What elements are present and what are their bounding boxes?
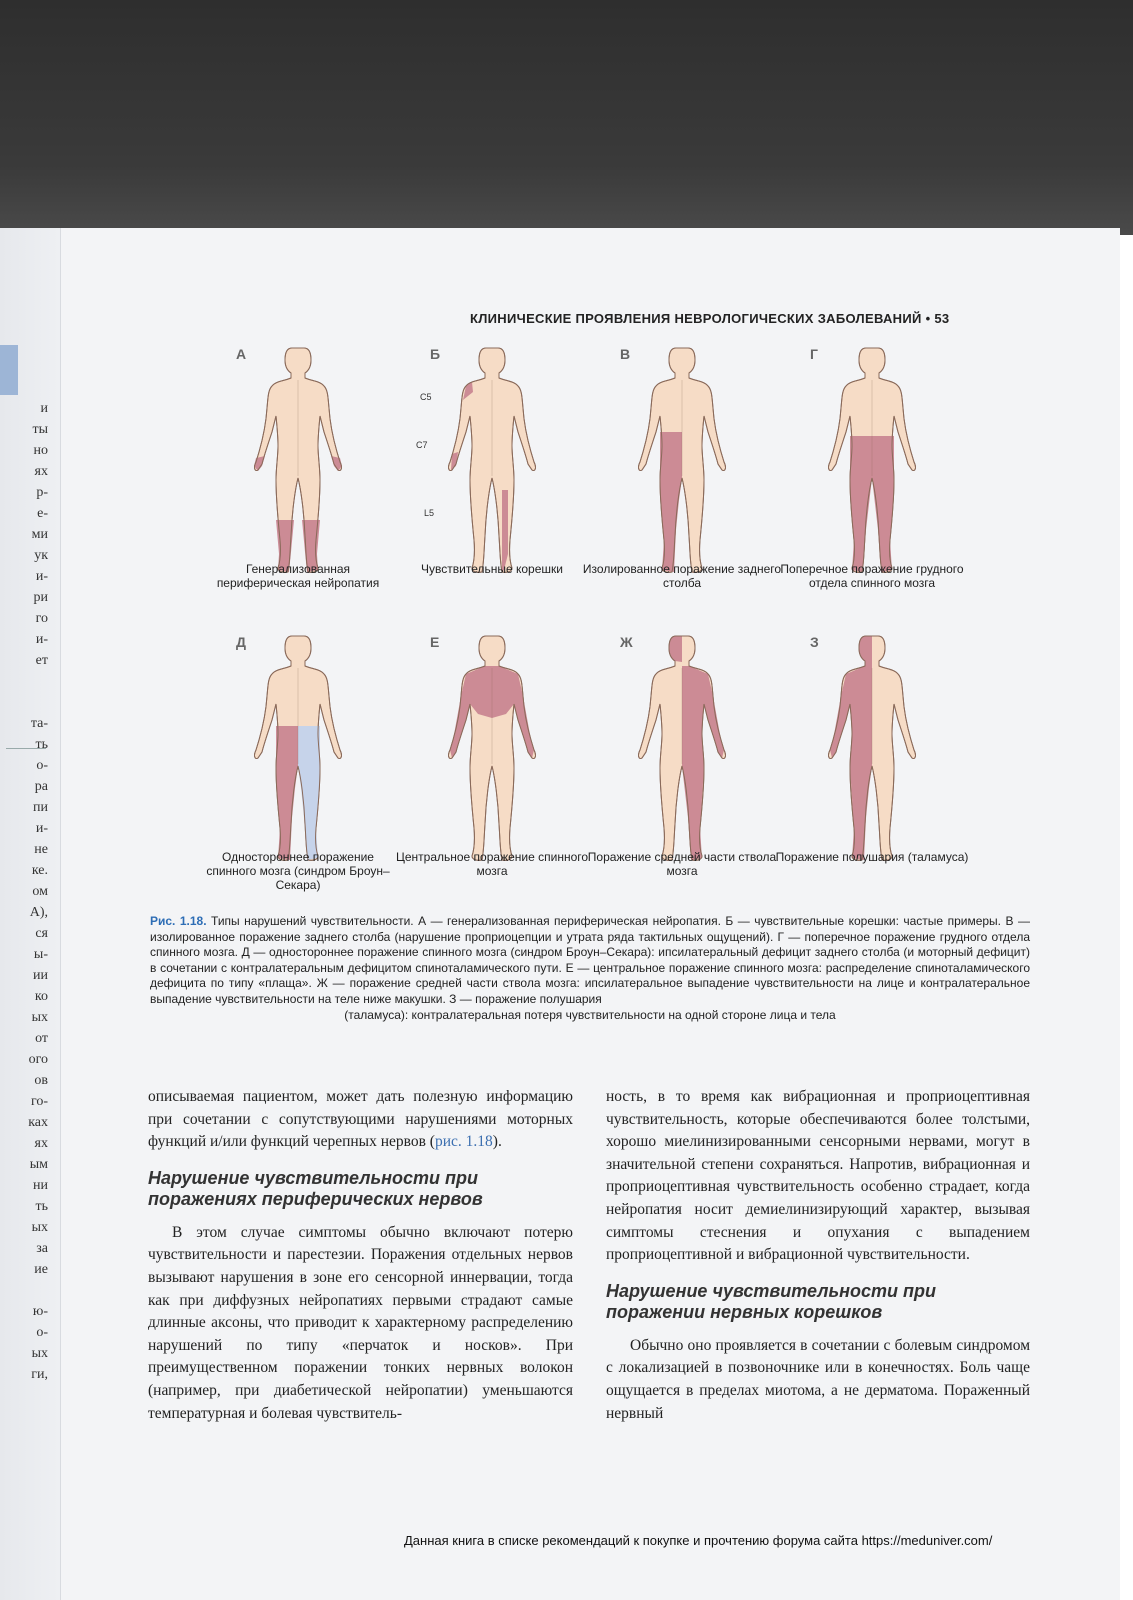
figure-letter-4: Г [810,346,818,362]
left-section-heading: Нарушение чувствительности при поражениях периферических нервов [148,1167,483,1209]
sensory-deficit-region [276,726,298,860]
right-paragraph-2: Обычно оно проявляется в сочетании с болевым синдромом с локализацией в позвоночнике или в конечностях. Боль чаще ощущается в пределах миотома, а не дерматома. Пораженный нервный [606,1336,1030,1422]
figure-letter-3: В [620,346,631,362]
running-head: КЛИНИЧЕСКИЕ ПРОЯВЛЕНИЯ НЕВРОЛОГИЧЕСКИХ ЗАБОЛЕВАНИЙ • 53 [470,311,950,326]
previous-page-tab [0,345,18,395]
figure-label-1: Генерализованная периферическая нейропатия [216,562,380,590]
body-figure-7 [622,628,742,868]
dermatome-label: C5 [420,392,432,402]
figure-letter-8: З [810,634,819,650]
figure-label-8: Поражение полушария (таламуса) [775,850,969,864]
sensory-deficit-region [682,666,724,860]
body-figure-4 [812,340,932,580]
caption-tail: (таламуса): контралатеральная потеря чувствительности на одной стороне лица и тела [344,1007,836,1022]
dermatome-label: C7 [416,440,428,450]
figure-caption [150,914,1030,1023]
body-figure-3 [622,340,742,580]
figure-letter-2: Б [430,346,441,362]
figure-label-7: Поражение средней части ствола мозга [587,850,777,878]
figure-reference-link[interactable]: рис. 1.18 [434,1133,493,1151]
caption-body: Типы нарушений чувствительности. А — генерализованная периферическая нейропатия. Б — чувствительные корешки: частые примеры. В — изолированное поражение заднего столба (нарушение проприоцепции и утрата ряда тактильных ощущений). Г — поперечное поражение грудного отдела спинного мозга. Д — одностороннее поражение спинного мозга (синдром Броун–Секара): ипсилатеральный дефицит заднего столба (и моторный дефицит) в сочетании с контралатеральным дефицитом спиноталамического пути. Е — центральное поражение спинного мозга: распределение спиноталамического дефицита по типу «плаща». Ж — поражение средней части ствола мозга: ипсилатеральное выпадение чувствительности на лице и контралатеральное выпадение чувствительности на теле ниже макушки. З — поражение полушария [150,914,1030,1006]
body-figure-2 [432,340,552,580]
scan-dark-margin [0,0,1133,235]
body-figure-8 [812,628,932,868]
body-figure-1 [238,340,358,580]
left-paragraph-1: описываемая пациентом, может дать полезную информацию при сочетании с сопутствующими нарушениями моторных функций и/или функций черепных нервов (рис. 1.18). [148,1088,573,1151]
figure-letter-6: Е [430,634,440,650]
body-figure-5 [238,628,358,868]
figure-letter-5: Д [236,634,246,650]
previous-page-text: и ты но ях р- е- ми ук и- ри го и- ет та- ть о- ра пи и- не ке. ом А), ся ы- ии ко ых от ого ов го- ках ях ым ни ть ых за ие ю- о- ых ги, [28,401,48,1382]
body-figure-6 [432,628,552,868]
figure-label-2: Чувствительные корешки [421,562,563,576]
dermatome-label: L5 [424,508,435,518]
left-column [148,1086,573,1425]
left-paragraph-2: В этом случае симптомы обычно включают потерю чувствительности и парестезии. Поражения отдельных нервов вызывают нарушения в зоне его сенсорной иннервации, тогда как при диффузных нейропатиях первыми страдают самые длинные аксоны, что приводит к характерному распределению нарушений по типу «перчаток и носков». При преимущественном поражении тонких нервных волокон (например, при диабетической нейропатии) уменьшаются температурная и болевая чувствитель- [148,1223,573,1422]
figure-label-3: Изолированное поражение заднего столба [582,562,782,590]
footer-note: Данная книга в списке рекомендаций к покупке и прочтению форума сайта https://meduniver.com/ [404,1533,993,1548]
figure-label-4: Поперечное поражение грудного отдела спинного мозга [780,562,964,590]
right-column [606,1086,1030,1425]
figure-label-6: Центральное поражение спинного мозга [395,850,589,878]
sensory-deficit-region [669,636,682,662]
figure-letter-1: А [236,346,247,362]
contralateral-deficit-region [298,726,320,860]
figure-label-5: Одностороннее поражение спинного мозга (синдром Броун–Секара) [206,850,390,892]
sensory-deficit-region [660,432,682,572]
right-section-heading: Нарушение чувствительности при поражении нервных корешков [606,1280,937,1322]
caption-lead: Рис. 1.18. [150,914,207,928]
right-paragraph-1: ность, в то время как вибрационная и проприоцептивная чувствительность, которые обеспечиваются более толстыми, хорошо миелинизированными сенсорными нервами, могут в значительной степени сохраняться. Напротив, вибрационная и проприоцептивная чувствительность особенно страдает, когда нейропатия носит демиелинизирующий характер, вызывая симптомы стеснения и опухания с выпадением проприоцептивной и вибрационной чувствительности. [606,1088,1030,1264]
figure-letter-7: Ж [620,634,633,650]
